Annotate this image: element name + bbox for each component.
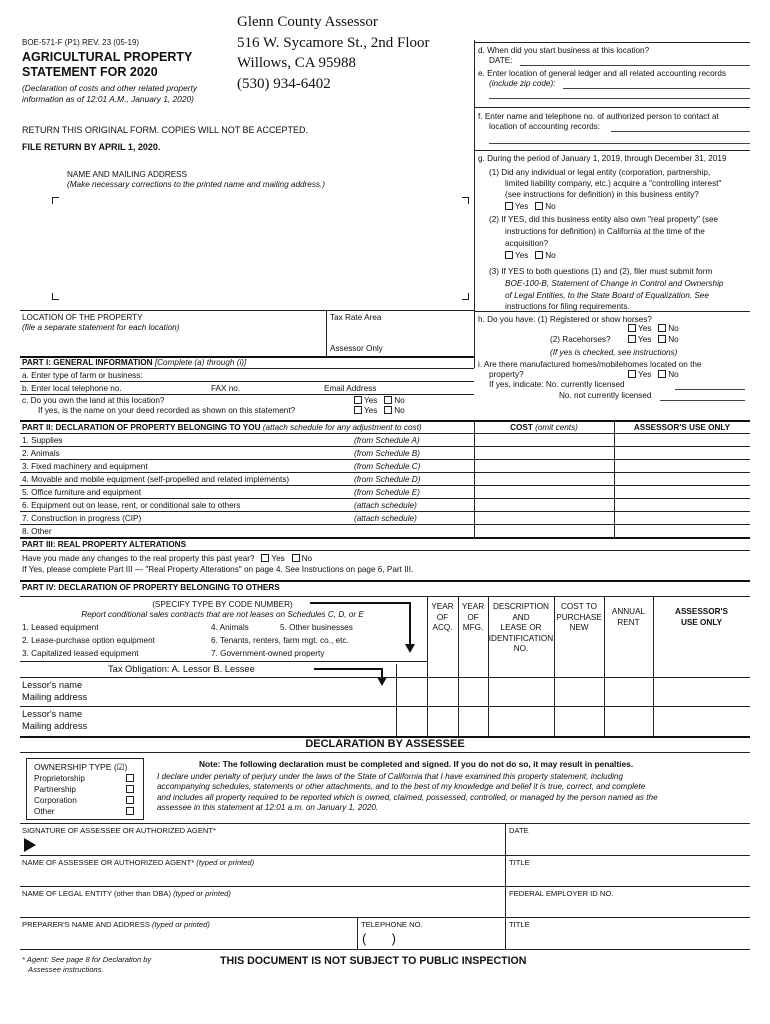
i-no-label: No: [668, 370, 679, 379]
mailing-sublabel: (Make necessary corrections to the printed name and mailing address.): [67, 180, 326, 189]
part2-row-rule: [20, 524, 750, 525]
telephone-parens: ( ): [362, 931, 396, 946]
c-no-checkbox[interactable]: [384, 396, 392, 404]
file-return-notice: FILE RETURN BY APRIL 1, 2020.: [22, 142, 161, 152]
col-description-header: [488, 602, 554, 655]
part1-c: c. Do you own the land at this location?: [22, 396, 165, 405]
assessor-phone: (530) 934-6402: [237, 75, 331, 92]
part2-item-2-cost-field[interactable]: [476, 447, 612, 459]
part2-item-6-cost-field[interactable]: [476, 499, 612, 511]
part2-cost-label: COST: [510, 423, 533, 432]
part2-item-1-cost-field[interactable]: [476, 434, 612, 446]
preparer-text: PREPARER'S NAME AND ADDRESS: [22, 920, 150, 929]
part1-heading-note: [Complete (a) through (i)]: [154, 358, 247, 367]
c-sub-no-checkbox[interactable]: [384, 406, 392, 414]
part2-cost-note: (omit cents): [535, 423, 578, 432]
col-assessor-line2: USE ONLY: [680, 617, 723, 627]
part3-no-checkbox[interactable]: [292, 554, 300, 562]
h2-yes-label: Yes: [638, 335, 652, 344]
part1-c-sub: If yes, is the name on your deed recorded as shown on this statement?: [38, 406, 296, 415]
part2-item-5-cost-field[interactable]: [476, 486, 612, 498]
c-yes-label: Yes: [364, 396, 378, 405]
mailing-corner-tr: [462, 197, 469, 204]
question-g1-options: [505, 202, 556, 212]
legal-entity-note: (typed or printed): [173, 889, 231, 898]
question-g2-options: [505, 251, 556, 261]
part2-heading-note: (attach schedule for any adjustment to cost): [262, 423, 422, 432]
ownership-type-label: OWNERSHIP TYPE (☑): [34, 762, 128, 772]
question-e-field-1[interactable]: [563, 88, 750, 89]
ownership-corporation-checkbox[interactable]: [126, 796, 134, 804]
c-no-label: No: [394, 396, 405, 405]
declaration-text-line3: and includes all property required to be reported which is owned, claimed, possessed, controlled, or managed by the person named as the: [157, 792, 658, 802]
question-h2-options: [628, 335, 679, 345]
agent-name-field[interactable]: [22, 868, 502, 885]
h1-no-label: No: [668, 324, 679, 333]
c-sub-yes-checkbox[interactable]: [354, 406, 362, 414]
col-cost-line2: PURCHASE: [556, 612, 602, 622]
legal-entity-text: NAME OF LEGAL ENTITY (other than DBA): [22, 889, 171, 898]
part2-row-rule: [20, 511, 750, 512]
part4-code-4: 4. Animals: [211, 623, 249, 632]
location-top-rule: [20, 310, 474, 311]
part1-heading-text: PART I: GENERAL INFORMATION: [22, 358, 153, 367]
part1-rule-c: [20, 394, 474, 395]
part1-fax: FAX no.: [211, 384, 241, 393]
part2-item-7-source: (attach schedule): [354, 514, 417, 523]
telephone-field[interactable]: [361, 930, 501, 948]
part4-code-1: 1. Leased equipment: [22, 623, 99, 632]
question-i-licensed: If yes, indicate: No. currently licensed: [489, 380, 625, 389]
form-id: BOE-571-F (P1) REV. 23 (05-19): [22, 38, 140, 47]
part4-tax-obligation: Tax Obligation: A. Lessor B. Lessee: [108, 664, 255, 674]
g1-no-label: No: [545, 202, 556, 211]
declaration-text-line4: assessee in this statement at 12:01 a.m. on January 1, 2020.: [157, 802, 379, 812]
mailing-address-field[interactable]: [60, 200, 460, 292]
part1-c-options: [354, 396, 405, 406]
question-i-not-licensed: No. not currently licensed: [559, 391, 652, 400]
part2-row-rule: [20, 472, 750, 473]
lessor2-name-field[interactable]: [95, 707, 395, 719]
ownership-partnership-checkbox[interactable]: [126, 785, 134, 793]
part4-heading-rule: [20, 596, 750, 597]
part2-item-2: 2. Animals: [22, 449, 60, 458]
agent-name-note: (typed or printed): [196, 858, 255, 867]
part4-code-7: 7. Government-owned property: [211, 649, 325, 658]
part2-item-7: 7. Construction in progress (CIP): [22, 514, 142, 523]
part2-row-rule: [20, 446, 750, 447]
legal-entity-rule: [20, 886, 750, 887]
col-rent-header: [604, 607, 653, 628]
legal-entity-field[interactable]: [22, 899, 502, 916]
part2-item-1: 1. Supplies: [22, 436, 63, 445]
ownership-corporation: Corporation: [34, 796, 77, 805]
agent-name-text: NAME OF ASSESSEE OR AUTHORIZED AGENT*: [22, 858, 195, 867]
signature-label: SIGNATURE OF ASSESSEE OR AUTHORIZED AGENT*: [22, 826, 216, 835]
col-year-acq-header: [427, 602, 458, 634]
col-assessor-header: [653, 607, 750, 628]
question-g2-line3: acquisition?: [505, 239, 549, 248]
declaration-bottom-rule: [20, 949, 750, 950]
part2-row-rule: [20, 433, 750, 434]
signature-flag-icon: [24, 838, 36, 852]
part2-item-4: 4. Movable and mobile equipment (self-propelled and related implements): [22, 475, 290, 484]
part4-col-divider: [396, 664, 397, 737]
form-title: [22, 50, 192, 80]
date-label: DATE: [509, 826, 529, 835]
ownership-partnership: Partnership: [34, 785, 76, 794]
question-h1-options: [628, 324, 679, 334]
question-i-licensed-field[interactable]: [675, 389, 745, 390]
form-title-line1: AGRICULTURAL PROPERTY: [22, 50, 193, 64]
question-g3-line4: instructions for filing requirements.: [505, 302, 630, 311]
question-h-note: (If yes is checked, see instructions): [550, 348, 678, 357]
part4-tax-rule: [20, 661, 427, 662]
part3-note: If Yes, please complete Part III — "Real Property Alterations" on page 4. See Instructions on page 6, Part III.: [22, 565, 414, 574]
farm-type-field[interactable]: [165, 369, 470, 380]
part3-yes-checkbox[interactable]: [261, 554, 269, 562]
part4-heading: PART IV: DECLARATION OF PROPERTY BELONGING TO OTHERS: [22, 583, 280, 592]
part2-item-8: 8. Other: [22, 527, 52, 536]
part1-a: a. Enter type of farm or business:: [22, 371, 143, 380]
part2-item-6: 6. Equipment out on lease, rent, or conditional sale to others: [22, 501, 241, 510]
part3-no-label: No: [301, 554, 313, 563]
declaration-text-line1: I declare under penalty of perjury under the laws of the State of California that I have examined this property statement, including: [157, 772, 624, 781]
location-field[interactable]: [22, 334, 322, 354]
part2-assessor-header: ASSESSOR'S USE ONLY: [633, 423, 731, 432]
h1-yes-checkbox[interactable]: [628, 324, 636, 332]
lessor2-name-label: Lessor's name: [22, 709, 83, 719]
col-description-line1: DESCRIPTION: [493, 602, 549, 611]
preparer-phone-divider: [357, 917, 358, 949]
ownership-proprietorship: Proprietorship: [34, 774, 85, 783]
question-f-field-1[interactable]: [611, 131, 750, 132]
lessor1-mailing-label: Mailing address: [22, 692, 88, 702]
col-year-mfg-header: [458, 602, 488, 634]
mailing-corner-bl: [52, 293, 59, 300]
col-rent-line1: ANNUAL: [611, 607, 646, 616]
part2-item-1-source: (from Schedule A): [354, 436, 420, 445]
part2-item-5-source: (from Schedule E): [354, 488, 420, 497]
mailing-label: NAME AND MAILING ADDRESS: [67, 170, 188, 179]
question-g2-line1: (2) If YES, did this business entity also own "real property" (see: [489, 215, 719, 224]
signature-field[interactable]: [40, 836, 500, 854]
date-field[interactable]: [509, 836, 747, 854]
i-no-checkbox[interactable]: [658, 370, 666, 378]
assessor-city: Willows, CA 95988: [237, 55, 356, 71]
col-cost-line1: COST TO: [561, 602, 597, 611]
part2-row-rule: [20, 498, 750, 499]
preparer-note: (typed or printed): [152, 920, 210, 929]
h1-yes-label: Yes: [638, 324, 652, 333]
part2-assessor-divider: [614, 420, 615, 537]
question-h1: h. Do you have: (1) Registered or show horses?: [478, 315, 652, 324]
preparer-label: [22, 920, 210, 929]
part2-item-8-cost-field[interactable]: [476, 525, 612, 537]
part1-c-sub-options: [354, 406, 405, 416]
question-f-field-2[interactable]: [489, 143, 750, 144]
col-year-acq-line3: ACQ.: [432, 623, 453, 632]
i-yes-label: Yes: [638, 370, 652, 379]
part3-heading: PART III: REAL PROPERTY ALTERATIONS: [22, 540, 187, 549]
return-original-notice: RETURN THIS ORIGINAL FORM. COPIES WILL NOT BE ACCEPTED.: [22, 125, 309, 135]
title-field-1[interactable]: [509, 868, 747, 885]
g2-yes-label: Yes: [515, 251, 529, 260]
mailing-corner-tl: [52, 197, 59, 204]
part2-item-3-source: (from Schedule C): [354, 462, 421, 471]
part2-heading: [22, 423, 422, 433]
g1-yes-checkbox[interactable]: [505, 202, 513, 210]
lessor2-mailing-label: Mailing address: [22, 721, 88, 731]
lessor1-name-label: Lessor's name: [22, 680, 83, 690]
question-g2-line2: instructions for definition) in California at the time of the: [505, 227, 705, 236]
title-label-2: TITLE: [509, 920, 530, 929]
title-label-1: TITLE: [509, 858, 530, 867]
part1-heading: [22, 358, 246, 368]
part4-report-note: Report conditional sales contracts that are not leases on Schedules C, D, or E: [81, 610, 364, 619]
part3-yes-label: Yes: [271, 554, 285, 563]
part3-heading-rule: [20, 550, 750, 551]
part4-code-arrow: [300, 600, 420, 660]
question-i-not-licensed-field[interactable]: [660, 400, 745, 401]
assessor-only-label: Assessor Only: [330, 344, 383, 353]
g2-no-label: No: [545, 251, 556, 260]
question-i-options: [628, 370, 679, 380]
location-label: LOCATION OF THE PROPERTY: [22, 313, 143, 322]
col-description-line4: IDENTIFICATION: [488, 633, 554, 643]
form-subtitle: (Declaration of costs and other related property information as of 12:01 A.M., January 1, 2020): [22, 83, 198, 104]
part4-specify: (SPECIFY TYPE BY CODE NUMBER): [152, 600, 293, 609]
agent-footnote-1: * Agent: See page 8 for Declaration by: [22, 955, 152, 964]
question-h-rule: [474, 311, 750, 312]
part1-b: b. Enter local telephone no.: [22, 384, 122, 393]
g1-no-checkbox[interactable]: [535, 202, 543, 210]
location-sublabel: (file a separate statement for each location): [22, 323, 180, 332]
location-divider: [326, 310, 327, 356]
tax-rate-area-label: Tax Rate Area: [330, 313, 382, 322]
part2-item-4-cost-field[interactable]: [476, 473, 612, 485]
col-year-acq-line2: OF: [436, 612, 449, 622]
agent-name-label: [22, 858, 254, 867]
declaration-heading: DECLARATION BY ASSESSEE: [305, 738, 465, 750]
col-year-mfg-line2: OF: [467, 612, 479, 622]
question-f-rule: [474, 107, 750, 108]
part1-rule-b: [20, 381, 474, 382]
assessor-name: Glenn County Assessor: [237, 14, 378, 30]
part1-email: Email Address: [324, 384, 377, 393]
part4-code-5: 5. Other businesses: [280, 623, 353, 632]
declaration-text: [157, 772, 751, 813]
agent-name-rule: [20, 855, 750, 856]
part3-question-text: Have you made any changes to the real property this past year?: [22, 554, 255, 563]
ownership-other: Other: [34, 807, 55, 816]
question-g3-line3: of Legal Entities, to the State Board of Equalization. See: [505, 291, 709, 300]
question-i: i. Are there manufactured homes/mobilehomes located on the: [478, 360, 702, 369]
question-d-date-label: DATE:: [489, 56, 513, 65]
title-field-2[interactable]: [509, 930, 747, 948]
part2-item-6-source: (attach schedule): [354, 501, 417, 510]
part2-row-rule: [20, 485, 750, 486]
signature-rule: [20, 823, 750, 824]
preparer-rule: [20, 917, 750, 918]
g2-no-checkbox[interactable]: [535, 251, 543, 259]
c-sub-yes-label: Yes: [364, 406, 378, 415]
part2-item-3: 3. Fixed machinery and equipment: [22, 462, 148, 471]
part2-item-5: 5. Office furniture and equipment: [22, 488, 142, 497]
question-g1-line1: (1) Did any individual or legal entity (corporation, partnership,: [489, 168, 711, 177]
col-assessor-line1: ASSESSOR'S: [675, 607, 728, 616]
question-d-date-field[interactable]: [520, 65, 750, 66]
question-e-sub: (include zip code):: [489, 79, 556, 88]
form-title-line2: STATEMENT FOR 2020: [22, 65, 158, 79]
part2-cost-header: [474, 423, 614, 433]
col-description-line5: NO.: [513, 644, 529, 653]
question-e-field-2[interactable]: [489, 98, 750, 99]
col-year-mfg-line1: YEAR: [461, 602, 485, 611]
part2-heading-text: PART II: DECLARATION OF PROPERTY BELONGING TO YOU: [22, 423, 261, 432]
question-d: d. When did you start business at this location?: [478, 46, 650, 55]
ownership-other-checkbox[interactable]: [126, 807, 134, 815]
mailing-corner-br: [462, 293, 469, 300]
col-year-mfg-line3: MFG.: [462, 623, 484, 632]
g2-yes-checkbox[interactable]: [505, 251, 513, 259]
col-description-line2: AND: [512, 612, 530, 622]
question-e: e. Enter location of general ledger and all related accounting records: [478, 69, 727, 78]
col-cost-header: [554, 602, 604, 634]
part2-row-rule: [20, 459, 750, 460]
col-description-line3: LEASE OR: [500, 623, 542, 632]
part2-item-3-cost-field[interactable]: [476, 460, 612, 472]
lessor1-name-field[interactable]: [95, 678, 395, 690]
agent-footnote-2: Assessee instructions.: [28, 965, 104, 974]
g1-yes-label: Yes: [515, 202, 529, 211]
c-sub-no-label: No: [394, 406, 405, 415]
declaration-note: Note: The following declaration must be completed and signed. If you do not do so, it may result in penalties.: [199, 759, 634, 769]
question-g3-line1: (3) If YES to both questions (1) and (2), filer must submit form: [489, 267, 713, 276]
col-year-acq-line1: YEAR: [431, 602, 454, 611]
preparer-field[interactable]: [22, 930, 354, 948]
part2-item-2-source: (from Schedule B): [354, 449, 420, 458]
question-g-rule: [474, 150, 750, 151]
part3-top-rule: [20, 537, 750, 539]
question-h2: (2) Racehorses?: [550, 335, 611, 344]
part3-question: [22, 554, 312, 564]
telephone-label: TELEPHONE NO.: [361, 920, 423, 929]
part4-code-6: 6. Tenants, renters, farm mgt. co., etc.: [211, 636, 349, 645]
h2-no-label: No: [668, 335, 679, 344]
h2-no-checkbox[interactable]: [658, 335, 666, 343]
h1-no-checkbox[interactable]: [658, 324, 666, 332]
question-f-sub: location of accounting records:: [489, 122, 601, 131]
part2-item-7-cost-field[interactable]: [476, 512, 612, 524]
ownership-proprietorship-checkbox[interactable]: [126, 774, 134, 782]
lessor1-mailing-field[interactable]: [95, 691, 395, 703]
right-column-divider: [474, 40, 475, 368]
right-col-top-rule: [474, 42, 750, 43]
part2-cost-divider: [474, 420, 475, 537]
assessor-street: 516 W. Sycamore St., 2nd Floor: [237, 34, 430, 51]
i-yes-checkbox[interactable]: [628, 370, 636, 378]
c-yes-checkbox[interactable]: [354, 396, 362, 404]
part4-code-2: 2. Lease-purchase option equipment: [22, 636, 155, 645]
question-g3-line2: BOE-100-B, Statement of Change in Control and Ownership: [505, 279, 724, 288]
question-g1-line3: (see instructions for definition) in this business entity?: [505, 190, 699, 199]
question-i-property: property?: [489, 370, 524, 379]
question-g: g. During the period of January 1, 2019, through December 31, 2019: [478, 154, 727, 163]
assessor-address-block: [237, 12, 430, 94]
part2-top-rule: [20, 420, 750, 422]
col-rent-line2: RENT: [617, 617, 640, 627]
col-cost-line3: NEW: [569, 623, 589, 632]
part2-item-4-source: (from Schedule D): [354, 475, 421, 484]
lessor2-mailing-field[interactable]: [95, 720, 395, 732]
question-f: f. Enter name and telephone no. of authorized person to contact at: [478, 112, 719, 121]
declaration-heading-rule: [20, 752, 750, 753]
not-public-notice: THIS DOCUMENT IS NOT SUBJECT TO PUBLIC INSPECTION: [220, 955, 527, 967]
fein-field[interactable]: [509, 899, 747, 916]
h2-yes-checkbox[interactable]: [628, 335, 636, 343]
part4-top-rule: [20, 580, 750, 582]
part4-code-3: 3. Capitalized leased equipment: [22, 649, 139, 658]
declaration-text-line2: accompanying schedules, statements or other attachments, and to the best of my knowledge and belief it is true, correct, and complete: [157, 782, 646, 792]
fein-label: FEDERAL EMPLOYER ID NO.: [509, 889, 614, 898]
question-g1-line2: limited liability company, etc.) acquire a "controlling interest": [505, 179, 722, 188]
legal-entity-label: [22, 889, 231, 898]
